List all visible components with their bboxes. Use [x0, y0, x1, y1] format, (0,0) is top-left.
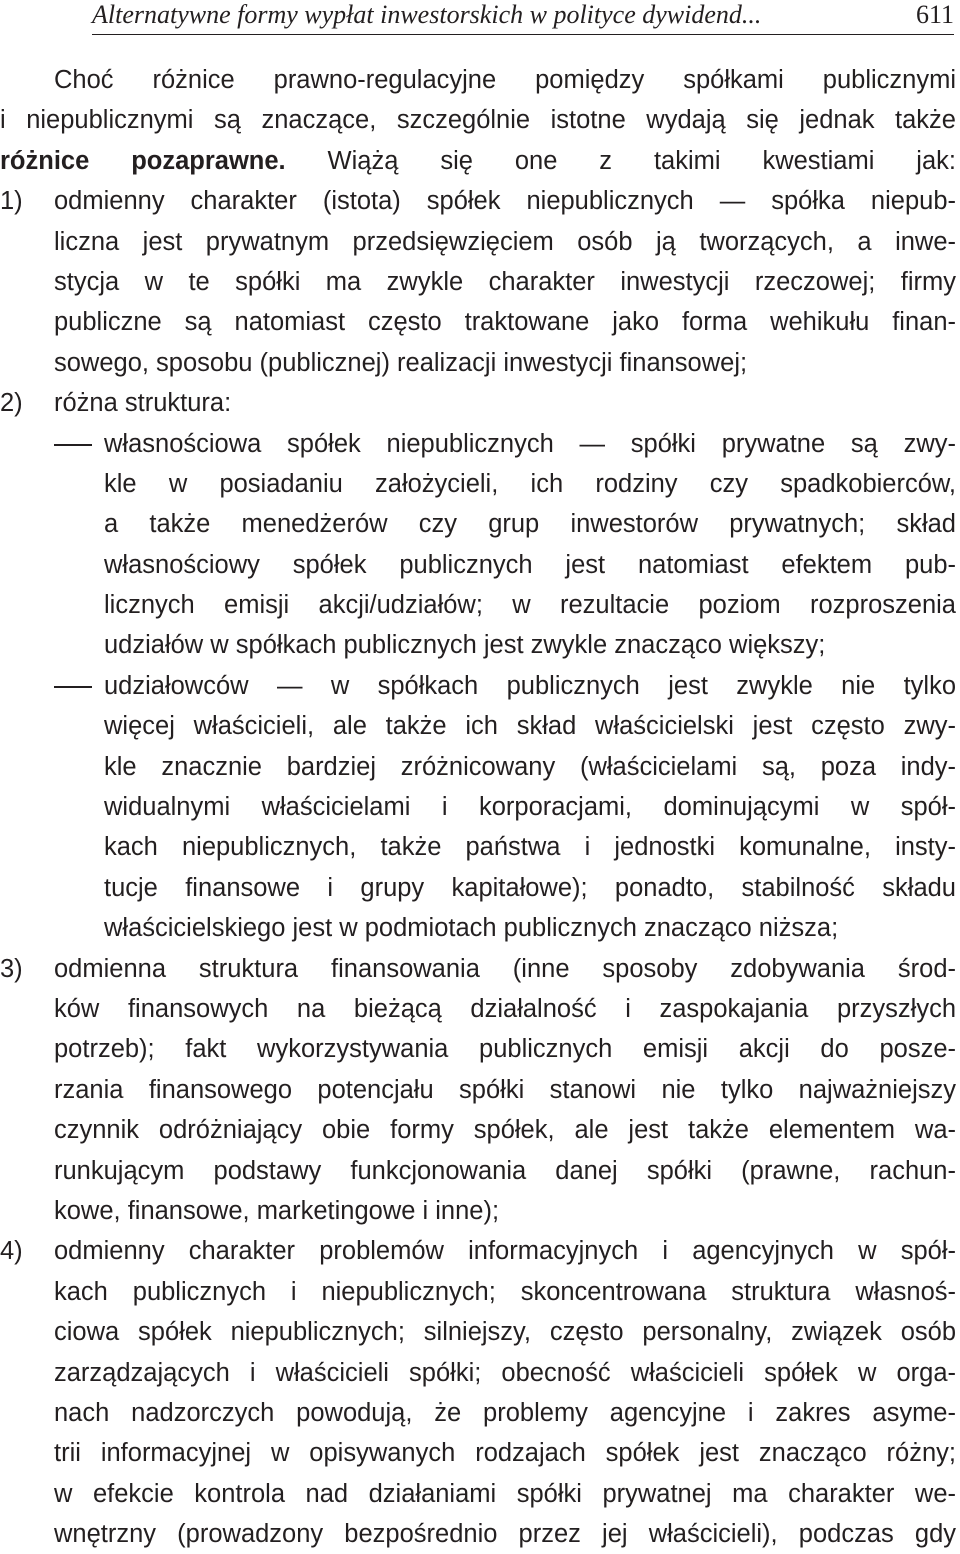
text-run: Wiążą się one z takimi kwestiami jak:: [285, 146, 956, 175]
text-line: własnościowy spółek publicznych jest natomiast efektem pub-: [104, 550, 956, 579]
text-line: kowe, finansowe, marketingowe i inne);: [54, 1196, 500, 1225]
body-text: [0, 60, 956, 1554]
list-item: [0, 1231, 956, 1554]
text-line: kach publicznych i niepublicznych; skoncentrowana struktura własnoś-: [54, 1277, 956, 1306]
sub-list-item: [0, 424, 956, 666]
text-line: odmienny charakter (istota) spółek niepublicznych — spółka niepub-: [54, 187, 956, 216]
text-line: nach nadzorczych powodują, że problemy agencyjne i zakres asyme-: [54, 1398, 956, 1427]
page-number: 611: [915, 0, 954, 29]
list-item: [0, 949, 956, 1232]
running-header: [92, 0, 954, 35]
list-marker: 4): [0, 1237, 23, 1266]
text-line: kle znacznie bardziej zróżnicowany (właścicielami są, poza indy-: [104, 752, 956, 781]
text-line: licznych emisji akcji/udziałów; w rezultacie poziom rozproszenia: [104, 591, 956, 620]
list-item: [0, 383, 956, 948]
text-line: różna struktura:: [54, 389, 232, 418]
text-line: tucje finansowe i grupy kapitałowe); ponadto, stabilność składu: [104, 873, 956, 902]
em-dash-marker: [54, 444, 92, 446]
text-line: widualnymi właścicielami i korporacjami, dominującymi w spół-: [104, 793, 956, 822]
text-line: trii informacyjnej w opisywanych rodzajach spółek jest znacząco różny;: [54, 1439, 956, 1468]
text-line: więcej właścicieli, ale także ich skład właścicielski jest często zwy-: [104, 712, 956, 741]
text-line: odmienny charakter problemów informacyjnych i agencyjnych w spół-: [54, 1237, 956, 1266]
text-line: udziałowców — w spółkach publicznych jest zwykle nie tylko: [104, 671, 956, 700]
text-line: liczna jest prywatnym przedsięwzięciem osób ją tworzących, a inwe-: [54, 227, 956, 256]
text-line: właścicielskiego jest w podmiotach publicznych znacząco niższa;: [104, 914, 839, 943]
intro-paragraph: [0, 60, 956, 181]
text-line: ciowa spółek niepublicznych; silniejszy, często personalny, związek osób: [54, 1318, 956, 1347]
sub-list-item: [0, 666, 956, 949]
text-line: odmienna struktura finansowania (inne sposoby zdobywania środ-: [54, 954, 956, 983]
bold-term: różnice pozaprawne.: [0, 146, 286, 175]
text-line: stycja w te spółki ma zwykle charakter inwestycji rzeczowej; firmy: [54, 267, 956, 296]
text-line: wnętrzny (prowadzony bezpośrednio przez jej właścicieli), podczas gdy: [54, 1520, 956, 1549]
text-line: rzania finansowego potencjału spółki stanowi nie tylko najważniejszy: [54, 1075, 956, 1104]
text-line: czynnik odróżniający obie formy spółek, ale jest także elementem wa-: [54, 1116, 956, 1145]
text-line: sowego, sposobu (publicznej) realizacji inwestycji finansowej;: [54, 348, 748, 377]
text-line: zarządzających i właścicieli spółki; obecność właścicieli spółek w orga-: [54, 1358, 956, 1387]
list-marker: 1): [0, 187, 23, 216]
list-item: [0, 181, 956, 383]
em-dash-marker: [54, 686, 92, 688]
text-line: w efekcie kontrola nad działaniami spółki prywatnej ma charakter we-: [54, 1479, 956, 1508]
text-line: potrzeb); fakt wykorzystywania publicznych emisji akcji do posze-: [54, 1035, 956, 1064]
text-line: Choć różnice prawno-regulacyjne pomiędzy spółkami publicznymi: [54, 66, 956, 94]
text-line: a także menedżerów czy grup inwestorów prywatnych; skład: [104, 510, 956, 539]
text-line: [0, 141, 956, 181]
text-line: publiczne są natomiast często traktowane jako forma wehikułu finan-: [54, 308, 956, 337]
list-marker: 2): [0, 389, 23, 418]
text-line: udziałów w spółkach publicznych jest zwykle znacząco większy;: [104, 631, 826, 660]
text-line: i niepublicznymi są znaczące, szczególnie istotne wydają się jednak także: [0, 106, 956, 135]
list-marker: 3): [0, 954, 23, 983]
text-line: własnościowa spółek niepublicznych — spółki prywatne są zwy-: [104, 429, 956, 458]
text-line: runkującym podstawy funkcjonowania danej spółki (prawne, rachun-: [54, 1156, 956, 1185]
text-line: kach niepublicznych, także państwa i jednostki komunalne, insty-: [104, 833, 956, 862]
text-line: kle w posiadaniu założycieli, ich rodziny czy spadkobierców,: [104, 469, 956, 498]
text-line: ków finansowych na bieżącą działalność i zaspokajania przyszłych: [54, 994, 956, 1023]
running-header-title: Alternatywne formy wypłat inwestorskich w polityce dywidend...: [92, 0, 762, 29]
